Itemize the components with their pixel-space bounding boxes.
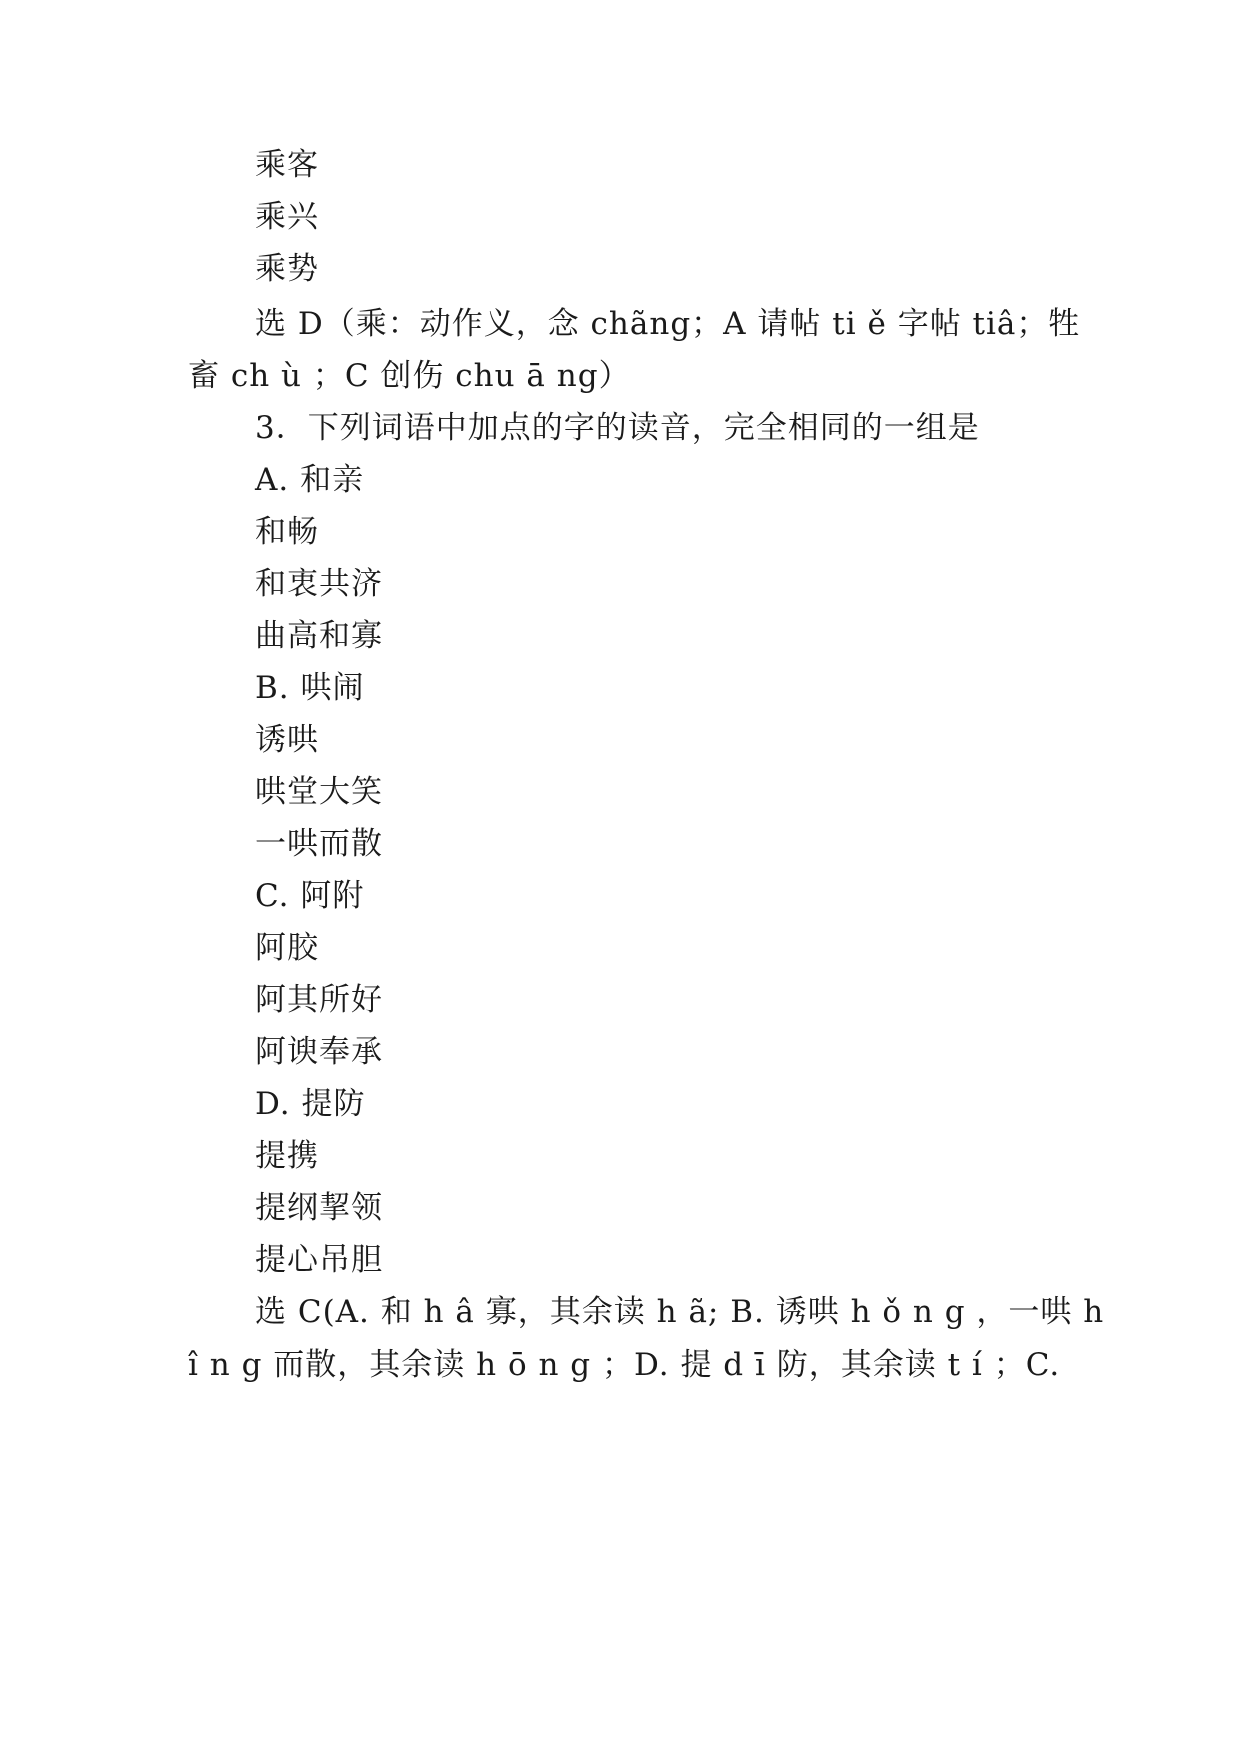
text-line: 乘势 xyxy=(255,251,319,287)
text-line: 哄堂大笑 xyxy=(255,774,383,810)
option-b: B. 哄闹 xyxy=(255,670,365,706)
text-line: 一哄而散 xyxy=(255,826,383,862)
option-a: A. 和亲 xyxy=(255,462,365,498)
text-line: 乘兴 xyxy=(255,199,319,235)
text-line: 和畅 xyxy=(255,514,319,550)
text-line: 提心吊胆 xyxy=(255,1242,383,1278)
text-line: 曲高和寡 xyxy=(255,618,383,654)
answer-line: 选 C(A. 和 h â 寡，其余读 h ã; B. 诱哄 h ǒ n g ，一哄 h xyxy=(255,1294,1105,1330)
text-line: 诱哄 xyxy=(255,722,319,758)
text-line: 提纲挈领 xyxy=(255,1190,383,1226)
text-line: 阿其所好 xyxy=(255,982,383,1018)
text-line: 阿谀奉承 xyxy=(255,1034,383,1070)
text-line: 阿胶 xyxy=(255,930,319,966)
option-d: D. 提防 xyxy=(255,1086,366,1122)
answer-line: 选 D（乘：动作义，念 chãng；A 请帖 ti ě 字帖 tiâ；牲 xyxy=(255,306,1081,342)
text-line: 和衷共济 xyxy=(255,566,383,602)
answer-line-continued: î n g 而散，其余读 h ō n g ；D. 提 d ī 防，其余读 t í ；C. xyxy=(188,1347,1061,1383)
question-title: 3．下列词语中加点的字的读音，完全相同的一组是 xyxy=(255,410,980,446)
option-c: C. 阿附 xyxy=(255,878,365,914)
text-line: 乘客 xyxy=(255,147,319,183)
answer-line-continued: 畜 ch ù ；C 创伤 chu ā ng） xyxy=(188,358,631,394)
text-line: 提携 xyxy=(255,1138,319,1174)
